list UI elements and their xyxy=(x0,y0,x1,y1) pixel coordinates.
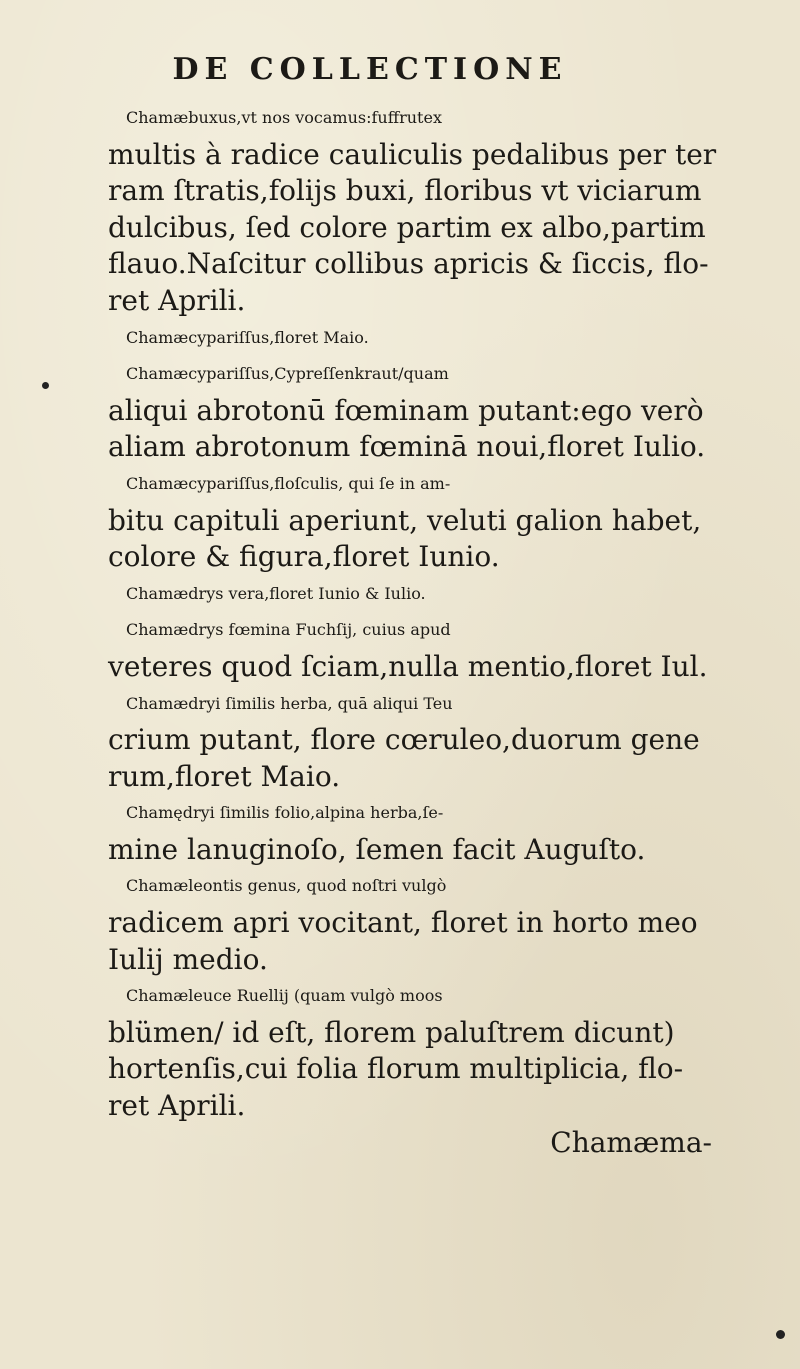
text-line: Chamædrys vera,floret Iunio & Iulio. xyxy=(126,583,426,603)
text-line: Chamæbuxus,vt nos vocamus:fuffrutex xyxy=(126,108,442,127)
catchword: Chamæma- xyxy=(550,1125,712,1159)
text-line: ret Aprili. xyxy=(108,283,246,317)
text-line: Chamæleontis genus, quod noſtri vulgò xyxy=(126,876,447,896)
text-line: flauo.Naſcitur collibus apricis & ſiccis, flo- xyxy=(108,247,709,281)
text-line: Iulij medio. xyxy=(108,942,268,976)
text-line: colore & figura,floret Iunio. xyxy=(108,540,500,574)
text-line: radicem apri vocitant, floret in horto meo xyxy=(108,906,698,940)
text-line: veteres quod ſciam,nulla mentio,floret Iul. xyxy=(108,649,708,683)
text-line: Chamæcypariſſus,floret Maio. xyxy=(126,327,369,347)
text-line: bitu capituli aperiunt, veluti galion habet, xyxy=(108,503,702,537)
ink-speck xyxy=(776,1330,785,1339)
ink-speck xyxy=(42,382,49,389)
text-line: rum,floret Maio. xyxy=(108,759,341,793)
text-line: aliam abrotonum fœminā noui,floret Iulio. xyxy=(108,430,706,464)
text-line: crium putant, flore cœruleo,duorum gene xyxy=(108,723,700,757)
text-line: ret Aprili. xyxy=(108,1089,246,1123)
text-line: dulcibus, ſed colore partim ex albo,partim xyxy=(108,210,706,244)
text-line: blümen/ id eſt, florem paluſtrem dicunt) xyxy=(108,1015,675,1049)
text-line: ram ſtratis,folijs buxi, floribus vt viciarum xyxy=(108,174,702,208)
running-head: DE COLLECTIONE xyxy=(172,52,568,87)
text-line: mine lanuginoſo, ſemen facit Auguſto. xyxy=(108,832,646,866)
text-line: Chamæleuce Ruellij (quam vulgò moos xyxy=(126,986,443,1006)
text-line: Chamæcypariſſus,floſculis, qui ſe in am- xyxy=(126,473,451,493)
text-line: Chamædryi ſimilis herba, quā aliqui Teu xyxy=(126,693,453,713)
text-line: multis à radice cauliculis pedalibus per ter xyxy=(108,137,717,171)
text-line: aliqui abrotonū fœminam putant:ego verò xyxy=(108,393,704,427)
text-block xyxy=(108,100,748,1161)
text-line: Chamædrys fœmina Fuchſij, cuius apud xyxy=(126,620,451,640)
text-line: hortenſis,cui folia florum multiplicia, flo- xyxy=(108,1052,684,1086)
text-line: Chamæcypariſſus,Cypreſſenkraut/quam xyxy=(126,364,449,384)
text-line: Chamędryi ſimilis folio,alpina herba,ſe- xyxy=(126,803,444,823)
